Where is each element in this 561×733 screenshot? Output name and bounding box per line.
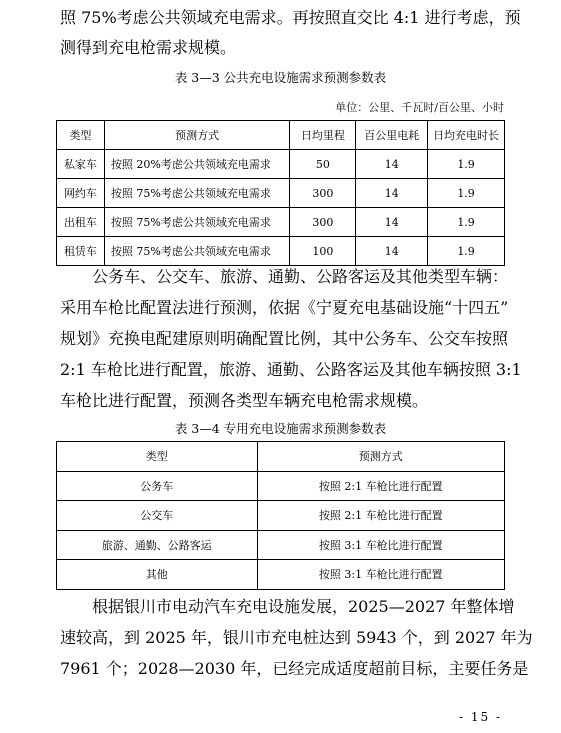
table-cell: 1.9	[428, 237, 505, 266]
table-cell: 1.9	[428, 179, 505, 208]
table-cell: 按照 3:1 车枪比进行配置	[257, 530, 504, 560]
table-cell: 14	[356, 208, 428, 237]
paragraph-line: 2:1 车枪比进行配置，旅游、通勤、公路客运及其他车辆按照 3:1	[60, 360, 522, 379]
table-cell: 租赁车	[57, 237, 105, 266]
table-header-row	[57, 442, 505, 472]
paragraph-line: 照 75%考虑公共领域充电需求。再按照直交比 4:1 进行考虑，预	[60, 8, 521, 27]
table-cell: 14	[356, 237, 428, 266]
paragraph-line: 公务车、公交车、旅游、通勤、公路客运及其他类型车辆：	[92, 267, 509, 286]
dedicated-charging-table	[56, 441, 505, 590]
table-cell: 按照 75%考虑公共领域充电需求	[104, 208, 290, 237]
table-row	[57, 179, 505, 208]
paragraph-line: 采用车枪比配置法进行预测，依据《宁夏充电基础设施“十四五”	[60, 298, 509, 317]
paragraph-line: 测得到充电枪需求规模。	[60, 38, 237, 57]
table-row	[57, 560, 505, 590]
page-number: - 15 -	[459, 710, 503, 724]
table-header-cell: 类型	[57, 442, 258, 472]
table-header-cell: 日均充电时长	[428, 121, 505, 150]
table-header-row	[57, 121, 505, 150]
table-row	[57, 471, 505, 501]
table-cell: 按照 20%考虑公共领域充电需求	[104, 150, 290, 179]
table-caption: 表 3—3 公共充电设施需求预测参数表	[174, 70, 387, 85]
table-cell: 300	[290, 179, 356, 208]
unit-note: 单位：公里、千瓦时/百公里、小时	[335, 101, 504, 114]
table-cell: 1.9	[428, 150, 505, 179]
paragraph-line: 根据银川市电动汽车充电设施发展，2025—2027 年整体增	[92, 597, 515, 616]
table-cell: 按照 3:1 车枪比进行配置	[257, 560, 504, 590]
table-row	[57, 150, 505, 179]
table-cell: 按照 2:1 车枪比进行配置	[257, 471, 504, 501]
table-cell: 公交车	[57, 501, 258, 531]
table-header-cell: 类型	[57, 121, 105, 150]
table-row	[57, 237, 505, 266]
table-cell: 50	[290, 150, 356, 179]
table-cell: 按照 75%考虑公共领域充电需求	[104, 237, 290, 266]
table-cell: 按照 75%考虑公共领域充电需求	[104, 179, 290, 208]
table-cell: 网约车	[57, 179, 105, 208]
table-cell: 100	[290, 237, 356, 266]
paragraph-line: 速较高，到 2025 年，银川市充电桩达到 5943 个，到 2027 年为	[60, 628, 533, 647]
table-cell: 300	[290, 208, 356, 237]
table-header-cell: 日均里程	[290, 121, 356, 150]
table-cell: 私家车	[57, 150, 105, 179]
table-header-cell: 预测方式	[257, 442, 504, 472]
table-row	[57, 208, 505, 237]
paragraph-line: 7961 个；2028—2030 年，已经完成适度超前目标，主要任务是	[60, 659, 529, 678]
table-row	[57, 501, 505, 531]
table-cell: 1.9	[428, 208, 505, 237]
paragraph-line: 规划》充换电配建原则明确配置比例，其中公务车、公交车按照	[60, 329, 509, 348]
table-cell: 14	[356, 150, 428, 179]
table-cell: 其他	[57, 560, 258, 590]
table-caption: 表 3—4 专用充电设施需求预测参数表	[174, 421, 387, 436]
table-cell: 公务车	[57, 471, 258, 501]
table-row	[57, 530, 505, 560]
public-charging-table	[56, 120, 505, 266]
table-cell: 按照 2:1 车枪比进行配置	[257, 501, 504, 531]
table-header-cell: 百公里电耗	[356, 121, 428, 150]
table-cell: 出租车	[57, 208, 105, 237]
table-cell: 旅游、通勤、公路客运	[57, 530, 258, 560]
table-cell: 14	[356, 179, 428, 208]
table-header-cell: 预测方式	[104, 121, 290, 150]
paragraph-line: 车枪比进行配置，预测各类型车辆充电枪需求规模。	[60, 391, 429, 410]
